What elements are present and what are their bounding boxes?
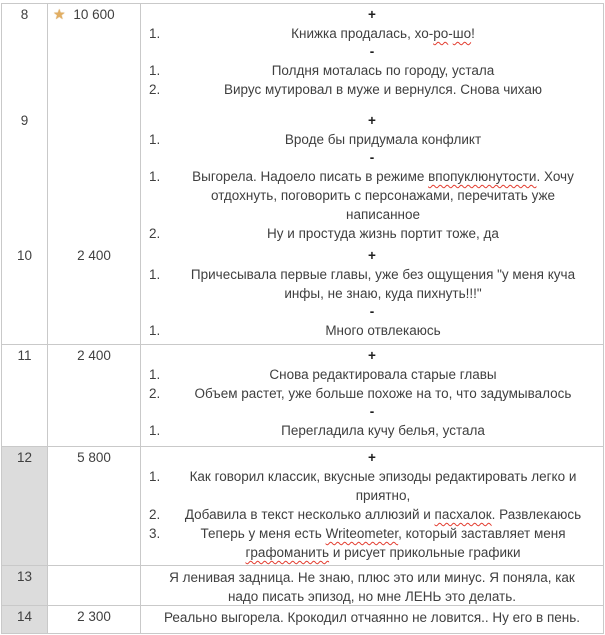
word-count-cell xyxy=(48,110,141,245)
minus-marker: - xyxy=(369,404,375,419)
list-item-text xyxy=(171,224,595,243)
row-number-cell xyxy=(2,110,48,245)
word-count-cell xyxy=(48,245,141,344)
list-item-text xyxy=(171,130,595,149)
text-segment: . Развлекаюсь xyxy=(491,507,582,522)
word-count-cell xyxy=(48,4,141,110)
list-item-text xyxy=(171,365,595,384)
list-item xyxy=(149,321,595,340)
row-number-cell xyxy=(2,245,48,344)
plus-marker: + xyxy=(368,248,376,263)
list-item-text xyxy=(171,24,595,43)
word-count: 2 400 xyxy=(77,248,111,263)
notes-cell xyxy=(141,4,603,110)
text-segment: приятно, xyxy=(355,488,411,503)
word-count-cell xyxy=(48,566,141,605)
text-segment: Как говорил классик, вкусные эпизоды редактировать легко и xyxy=(189,469,577,484)
list-item-text xyxy=(171,421,595,440)
misspelled-word: графоманить xyxy=(245,545,330,560)
row-number-cell xyxy=(2,4,48,110)
text-segment: Добавила в текст несколько аллюзий и xyxy=(184,507,435,522)
text-segment: Перегладила кучу белья, устала xyxy=(281,423,485,438)
minus-marker: - xyxy=(369,44,375,59)
list-number: 1. xyxy=(149,469,161,484)
table-row xyxy=(2,245,603,344)
word-count: 2 400 xyxy=(77,348,111,363)
list-item xyxy=(149,80,595,99)
progress-table xyxy=(1,3,604,634)
text-segment: Вирус мутировал в муже и вернулся. Снова чихаю xyxy=(223,82,543,97)
word-count: 5 800 xyxy=(77,450,111,465)
list-item-text xyxy=(171,321,595,340)
list-item-text xyxy=(171,384,595,403)
misspelled-word: Writeometer xyxy=(325,526,399,541)
misspelled-word: впопуклюнутости xyxy=(428,169,537,184)
list-item xyxy=(149,505,595,524)
text-segment: . Хочу xyxy=(536,169,574,184)
notes-cell xyxy=(141,110,603,245)
word-count: 2 300 xyxy=(77,609,111,624)
list-item-text xyxy=(171,265,595,303)
word-count-cell xyxy=(48,345,141,446)
list-item-text xyxy=(171,80,595,99)
row-number: 8 xyxy=(20,7,29,22)
text-segment: Реально выгорела. Крокодил отчаянно не ловится.. Ну его в пень. xyxy=(163,610,581,625)
list-item-text xyxy=(171,505,595,524)
text-segment: написанное xyxy=(346,207,420,222)
list-item-text xyxy=(171,61,595,80)
notes-cell xyxy=(141,245,603,344)
list-item xyxy=(149,524,595,562)
list-item xyxy=(149,365,595,384)
text-segment: Вроде бы придумала конфликт xyxy=(284,132,482,147)
table-row xyxy=(2,4,603,110)
word-count-cell xyxy=(48,447,141,565)
text-segment: Ну и простуда жизнь портит тоже, да xyxy=(267,226,499,241)
list-number: 1. xyxy=(149,26,161,41)
table-row xyxy=(2,565,603,605)
misspelled-word: шо xyxy=(452,26,472,41)
list-number: 1. xyxy=(149,323,161,338)
minus-marker: - xyxy=(369,304,375,319)
table-row xyxy=(2,110,603,245)
list-item xyxy=(149,467,595,505)
text-segment: Причесывала первые главы, уже без ощущения "у меня куча xyxy=(190,267,576,282)
text-segment: ! xyxy=(471,26,475,41)
list-item xyxy=(149,384,595,403)
text-segment: Объем растет, уже больше похоже на то, что задумывалось xyxy=(194,386,572,401)
misspelled-word: ро xyxy=(433,26,449,41)
text-segment: Выгорела. Надоело писать в режиме xyxy=(192,169,429,184)
list-number: 1. xyxy=(149,63,161,78)
row-number: 14 xyxy=(16,609,33,624)
text-segment: инфы, не знаю, куда пихнуть!!!" xyxy=(284,286,482,301)
plus-marker: + xyxy=(368,113,376,128)
word-count-cell xyxy=(48,606,141,633)
word-count: 10 600 xyxy=(73,7,115,22)
plus-marker: + xyxy=(368,7,376,22)
list-item-text xyxy=(171,524,595,562)
text-segment: , который заставляет меня xyxy=(398,526,566,541)
row-number: 11 xyxy=(17,348,32,363)
plus-marker: + xyxy=(368,450,376,465)
row-number-cell xyxy=(2,606,48,633)
list-number: 3. xyxy=(149,526,161,541)
row-number: 12 xyxy=(16,450,33,465)
list-number: 2. xyxy=(149,507,161,522)
list-number: 2. xyxy=(149,226,161,241)
note-paragraph xyxy=(149,568,595,605)
row-number: 9 xyxy=(20,113,29,128)
text-segment: и рисует прикольные графики xyxy=(329,545,521,560)
notes-cell xyxy=(141,345,603,446)
misspelled-word: пасхалок xyxy=(434,507,492,522)
text-segment: Теперь у меня есть xyxy=(200,526,326,541)
list-number: 1. xyxy=(149,267,161,282)
row-number-cell xyxy=(2,345,48,446)
minus-marker: - xyxy=(369,150,375,165)
list-number: 1. xyxy=(149,132,161,147)
plus-marker: + xyxy=(368,348,376,363)
list-number: 2. xyxy=(149,386,161,401)
text-segment: надо писать эпизод, но мне ЛЕНЬ это делать. xyxy=(227,589,517,604)
list-item xyxy=(149,421,595,440)
list-item xyxy=(149,167,595,224)
text-segment: Я ленивая задница. Не знаю, плюс это или минус. Я поняла, как xyxy=(169,570,575,585)
text-segment: - xyxy=(448,26,453,41)
row-number-cell xyxy=(2,447,48,565)
list-item xyxy=(149,224,595,243)
row-number: 10 xyxy=(16,248,33,263)
list-item-text xyxy=(171,167,595,224)
table-row xyxy=(2,605,603,633)
notes-cell xyxy=(141,566,603,605)
list-number: 1. xyxy=(149,423,161,438)
list-item xyxy=(149,130,595,149)
list-number: 2. xyxy=(149,82,161,97)
notes-cell xyxy=(141,447,603,565)
list-item-text xyxy=(171,467,595,505)
row-number-cell xyxy=(2,566,48,605)
list-item xyxy=(149,24,595,43)
table-row xyxy=(2,446,603,565)
text-segment: Много отвлекаюсь xyxy=(325,323,441,338)
star-icon: ★ xyxy=(53,6,66,22)
list-number: 1. xyxy=(149,367,161,382)
row-number: 13 xyxy=(16,569,33,584)
text-segment: Снова редактировала старые главы xyxy=(269,367,497,382)
table-row xyxy=(2,344,603,446)
list-item xyxy=(149,265,595,303)
note-paragraph xyxy=(149,608,595,627)
text-segment: отдохнуть, поговорить с персонажами, перечитать уже xyxy=(210,188,556,203)
text-segment: Книжка продалась, хо- xyxy=(291,26,434,41)
notes-cell xyxy=(141,606,603,633)
text-segment: Полдня моталась по городу, устала xyxy=(271,63,495,78)
list-number: 1. xyxy=(149,169,161,184)
list-item xyxy=(149,61,595,80)
